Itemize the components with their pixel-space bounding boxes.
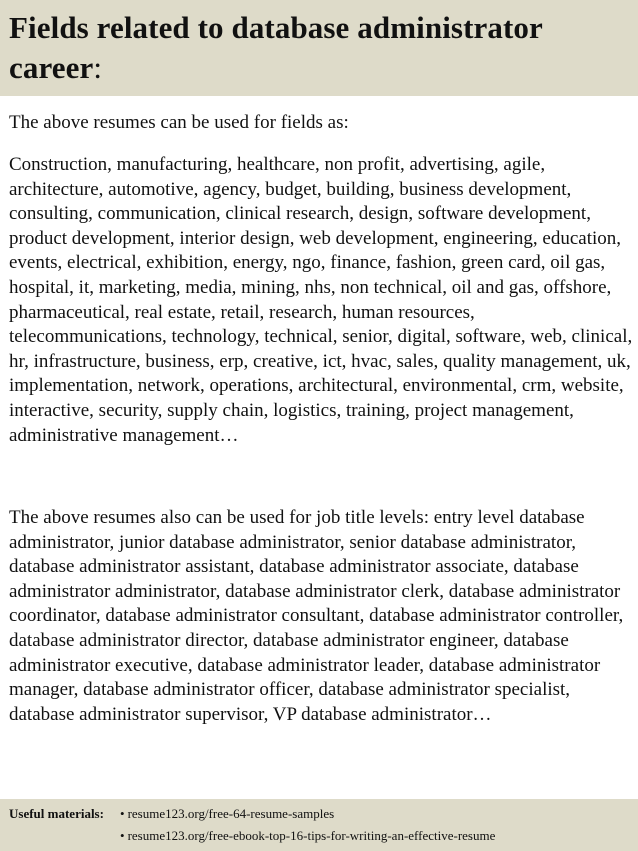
bullet-icon: • — [120, 806, 125, 821]
page-title-colon: : — [93, 50, 103, 85]
useful-materials-label-text: Useful materials — [9, 806, 100, 821]
resource-link-resume-samples[interactable]: resume123.org/free-64-resume-samples — [127, 806, 335, 821]
page-title — [9, 8, 628, 88]
title-banner — [0, 0, 638, 96]
fields-list-paragraph: Construction, manufacturing, healthcare, non profit, advertising, agile, architecture, automotive, agency, budget, building, business development, consulting, communication, clinical research, design, software development, product development, interior design, web development, engineering, education, events, electrical, exhibition, energy, ngo, finance, fashion, green card, oil gas, hospital, it, marketing, media, mining, nhs, non technical, oil and gas, offshore, pharmaceutical, real estate, retail, research, human resources, telecommunications, technology, technical, senior, digital, software, web, clinical, hr, infrastructure, business, erp, creative, ict, hvac, sales, quality management, uk, implementation, network, operations, architectural, environmental, crm, website, interactive, security, supply chain, logistics, training, project management, administrative management… — [9, 154, 633, 446]
useful-materials-label — [9, 803, 120, 825]
footer-row-1 — [9, 803, 629, 825]
footer-row-2 — [9, 825, 629, 847]
page-title-text: Fields related to database administrator career — [9, 10, 543, 85]
job-levels-paragraph: The above resumes also can be used for job title levels: entry level database administrator, junior database administrator, senior database administrator, database administrator assistant, database administrator associate, database administrator administrator, database administrator clerk, database administrator coordinator, database administrator consultant, database administrator controller, database administrator director, database administrator engineer, database administrator executive, database administrator leader, database administrator manager, database administrator officer, database administrator specialist, database administrator supervisor, VP database administrator… — [9, 507, 624, 725]
useful-materials-label-colon: : — [99, 806, 104, 821]
resource-link-ebook-tips[interactable]: resume123.org/free-ebook-top-16-tips-for-writing-an-effective-resume — [127, 828, 496, 843]
fields-intro-text: The above resumes can be used for fields as: — [9, 112, 349, 133]
useful-materials-footer — [0, 799, 638, 851]
bullet-icon: • — [120, 828, 125, 843]
